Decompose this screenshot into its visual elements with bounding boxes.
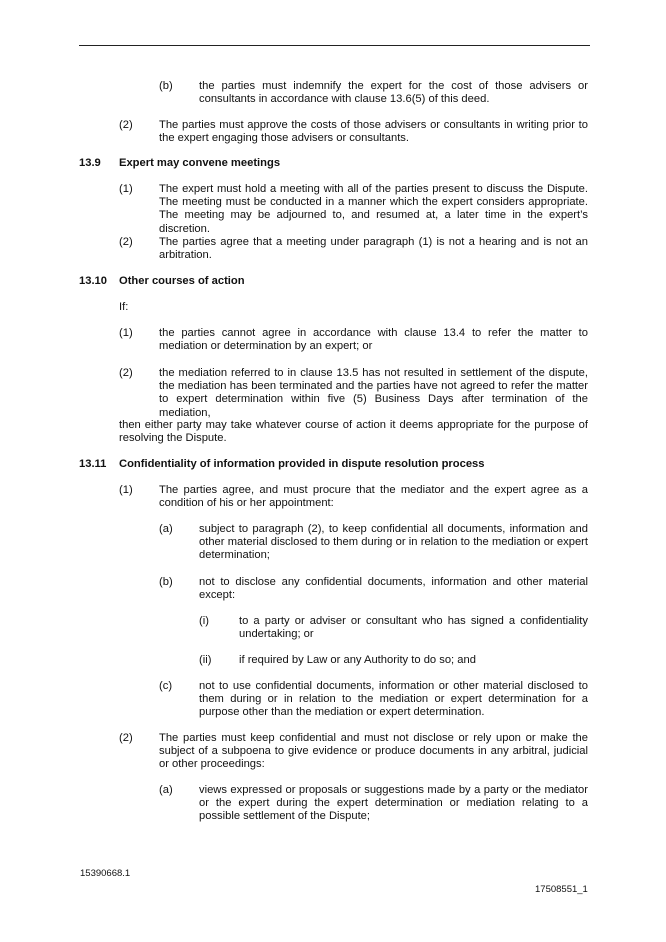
item-label: (1) [119, 183, 133, 195]
footer-left-id: 15390668.1 [80, 868, 131, 879]
section-number: 13.11 [79, 458, 107, 470]
outro-text: then either party may take whatever course of action it deems appropriate for the purpose of resolving the Dispute. [119, 419, 588, 445]
item-label: (b) [159, 576, 173, 588]
item-label: (2) [119, 367, 133, 379]
item-label: (a) [159, 784, 173, 796]
section-number: 13.9 [79, 157, 101, 169]
section-title: Expert may convene meetings [119, 157, 281, 169]
section-title: Confidentiality of information provided in dispute resolution process [119, 458, 485, 470]
item-text: the mediation referred to in clause 13.5 has not resulted in settlement of the dispute, the mediation has been terminated and the parties have not agreed to refer the matter to expert determination within five (5) Business Days after termination of the mediation, [159, 367, 588, 419]
item-text: The expert must hold a meeting with all of the parties present to discuss the Dispute. The meeting must be conducted in a manner which the expert considers appropriate. The meeting may be adjourned to, and resumed at, a later time in the expert’s discretion. [159, 183, 588, 235]
item-text: to a party or adviser or consultant who has signed a confidentiality undertaking; or [239, 615, 588, 641]
item-text: the parties cannot agree in accordance with clause 13.4 to refer the matter to mediation or determination by an expert; or [159, 327, 588, 353]
item-text: The parties must keep confidential and must not disclose or rely upon or make the subject of a subpoena to give evidence or produce documents in any arbitral, judicial or other proceedings: [159, 732, 588, 771]
item-label: (2) [119, 119, 133, 131]
item-label: (2) [119, 236, 133, 248]
item-label: (c) [159, 680, 173, 692]
item-text: not to disclose any confidential documents, information and other material except: [199, 576, 588, 602]
section-number: 13.10 [79, 275, 107, 287]
item-label: (b) [159, 80, 173, 92]
footer-right-id: 17508551_1 [535, 884, 588, 895]
item-label: (1) [119, 484, 133, 496]
header-rule [79, 45, 590, 46]
item-text: The parties agree that a meeting under paragraph (1) is not a hearing and is not an arbitration. [159, 236, 588, 262]
item-label: (1) [119, 327, 133, 339]
item-label: (i) [199, 615, 209, 627]
item-label: (2) [119, 732, 133, 744]
intro-text: If: [119, 301, 129, 313]
item-label: (a) [159, 523, 173, 535]
item-text: subject to paragraph (2), to keep confidential all documents, information and other material disclosed to them during or in relation to the mediation or expert determination; [199, 523, 588, 562]
section-title: Other courses of action [119, 275, 245, 287]
item-text: views expressed or proposals or suggestions made by a party or the mediator or the expert during the expert determination or mediation relating to a possible settlement of the Dispute; [199, 784, 588, 823]
item-text: The parties must approve the costs of those advisers or consultants in writing prior to the expert engaging those advisers or consultants. [159, 119, 588, 145]
item-label: (ii) [199, 654, 212, 666]
item-text: The parties agree, and must procure that the mediator and the expert agree as a condition of his or her appointment: [159, 484, 588, 510]
item-text: not to use confidential documents, information or other material disclosed to them during or in relation to the mediation or expert determination for a purpose other than the mediation or expert determination. [199, 680, 588, 719]
item-text: if required by Law or any Authority to do so; and [239, 654, 476, 666]
item-text: the parties must indemnify the expert for the cost of those advisers or consultants in accordance with clause 13.6(5) of this deed. [199, 80, 588, 106]
